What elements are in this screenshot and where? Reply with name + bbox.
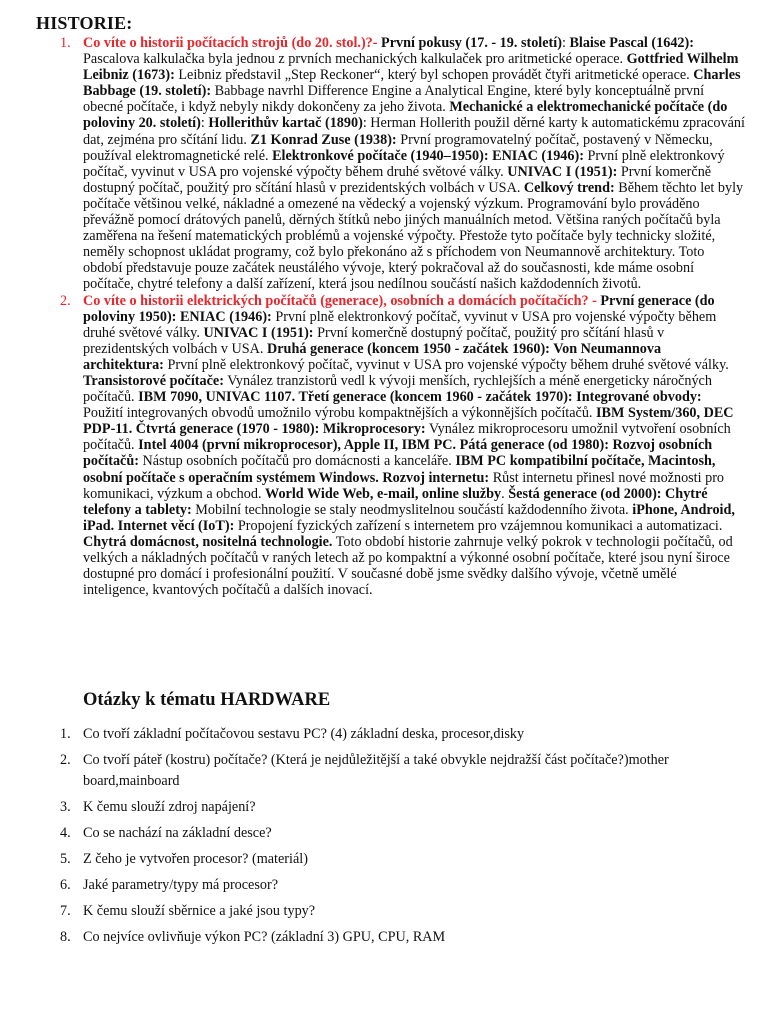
- bold-term: Charles Babbage (19. století):: [83, 67, 741, 100]
- body-text: .: [501, 485, 509, 502]
- question-list: [0, 724, 745, 953]
- question-item: [0, 797, 745, 818]
- question-text: K čemu slouží zdroj napájení?: [83, 799, 256, 815]
- question-text: Z čeho je vytvořen procesor? (materiál): [83, 851, 308, 867]
- body-text: Vynález mikroprocesoru umožnil vytvoření osobních počítačů.: [83, 421, 731, 454]
- body-text: Během těchto let byly počítače většinou velké, nákladné a omezené na vědecký a vojenský výzkum. Programování bylo prováděno převážně pomocí drátových panelů, děrných štítků nebo jiných manuálních metod. Většina raných počítačů byla zaměřena na řešení matematických problémů a vojenské výpočty. Přestože tyto počítače byly technicky složité, neměly schopnost ukládat programy, což bylo překonáno až s příchodem von Neumannově architektury. Toto období představuje pouze začátek neustálého vývoje, který pokračoval až do současnosti, kde máme osobní počítače, chytré telefony a další zařízení, která jsou nedílnou součástí našich každodenních životů.: [83, 179, 744, 293]
- bold-term: UNIVAC I (1951):: [507, 163, 618, 180]
- question-item: [0, 901, 745, 922]
- body-text: Růst internetu přinesl nové možnosti pro komunikaci, výzkum a obchod.: [83, 469, 725, 502]
- body-text: : Herman Hollerith použil děrné karty k automatickému zpracování dat, zejména pro sčítání lidu.: [83, 115, 745, 148]
- question-text: Co tvoří základní počítačovou sestavu PC? (4) základní deska, procesor,disky: [83, 726, 525, 742]
- body-text: Propojení fyzických zařízení s internetem pro vzájemnou komunikaci a automatizaci.: [234, 517, 723, 534]
- body-text: Nástup osobních počítačů pro domácnosti a kanceláře.: [138, 453, 456, 470]
- question-item: [0, 724, 745, 745]
- bold-term: UNIVAC I (1951):: [203, 324, 314, 341]
- body-text: První plně elektronkový počítač, vyvinut v USA pro vojenské výpočty během druhé světové války.: [83, 147, 725, 180]
- bold-term: První generace (do poloviny 1950): ENIAC (1946):: [83, 292, 715, 325]
- question-number: 7.: [60, 903, 71, 919]
- bold-term: Hollerithův kartač (1890): [208, 115, 363, 132]
- bold-term: Mechanické a elektromechanické počítače (do poloviny 20. století): [83, 99, 728, 132]
- list-number: 1.: [60, 35, 71, 51]
- history-list: [0, 35, 745, 598]
- body-text: První programovatelný počítač, postavený v Německu, používal elektromagnetické relé.: [83, 131, 713, 164]
- question-number: 4.: [60, 825, 71, 841]
- question-prompt: Co víte o historii počítacích strojů (do 20. stol.)?-: [83, 35, 382, 51]
- body-text: Použití integrovaných obvodů umožnilo výrobu kompaktnějších a výkonnějších počítačů.: [83, 405, 597, 422]
- bold-term: Blaise Pascal (1642):: [569, 35, 694, 51]
- history-paragraph: [83, 293, 735, 599]
- body-text: :: [200, 115, 209, 132]
- list-number: 2.: [60, 292, 71, 309]
- question-number: 8.: [60, 929, 71, 945]
- body-text: První plně elektronkový počítač, vyvinut v USA pro vojenské výpočty během druhé světové války.: [83, 308, 717, 341]
- bold-term: Elektronkové počítače (1940–1950): ENIAC (1946):: [272, 147, 584, 164]
- bold-term: iPhone, Android, iPad. Internet věcí (IoT):: [83, 501, 735, 534]
- bold-term: Šestá generace (od 2000): Chytré telefony a tablety:: [83, 485, 708, 518]
- body-text: Leibniz představil „Step Reckoner“, který byl schopen provádět čtyři aritmetické operace.: [174, 67, 694, 84]
- bold-term: Z1 Konrad Zuse (1938):: [250, 131, 397, 148]
- question-number: 1.: [60, 726, 71, 742]
- body-text: :: [561, 35, 570, 51]
- history-item: [0, 293, 745, 599]
- bold-term: Chytrá domácnost, nositelná technologie.: [83, 533, 333, 550]
- question-number: 2.: [60, 752, 71, 768]
- bold-term: Druhá generace (koncem 1950 - začátek 1960): Von Neumannova architektura:: [83, 340, 662, 373]
- question-prompt: Co víte o historii elektrických počítačů (generace), osobních a domácích počítačích? -: [83, 292, 601, 309]
- bold-term: První pokusy (17. - 19. století): [381, 35, 562, 51]
- question-number: 6.: [60, 877, 71, 893]
- bold-term: World Wide Web, e-mail, online služby: [265, 485, 502, 502]
- bold-term: IBM PC kompatibilní počítače, Macintosh, osobní počítače s operačním systémem Windows. Rozvoj internetu:: [83, 453, 716, 486]
- body-text: Mobilní technologie se staly neodmyslitelnou součástí každodenního života.: [191, 501, 633, 518]
- history-paragraph: [83, 35, 745, 292]
- bold-term: Intel 4004 (první mikroprocesor), Apple II, IBM PC. Pátá generace (od 1980): Rozvoj osobních počítačů:: [83, 437, 713, 470]
- question-text: Co se nachází na základní desce?: [83, 825, 272, 841]
- bold-term: IBM 7090, UNIVAC 1107. Třetí generace (koncem 1960 - začátek 1970): Integrované obvody:: [138, 389, 702, 406]
- bold-term: Celkový trend:: [523, 179, 615, 196]
- question-item: [0, 823, 745, 844]
- history-item: [0, 35, 745, 293]
- subheading: Otázky k tématu HARDWARE: [83, 690, 331, 710]
- bold-term: Transistorové počítače:: [83, 372, 224, 389]
- bold-term: IBM System/360, DEC PDP-11. Čtvrtá generace (1970 - 1980): Mikroprocesory:: [83, 405, 734, 438]
- question-item: [0, 750, 745, 792]
- body-text: Toto období historie zahrnuje velký pokrok v technologii počítačů, od velkých a nákladných počítačů v raných letech až po kompaktní a výkonné osobní počítače, které jsou nyní široce dostupné pro domácí i profesionální použití. V současné době jsme svědky dalšího vývoje, včetně umělé inteligence, kvantových počítačů a dalších inovací.: [83, 533, 733, 599]
- body-text: První komerčně dostupný počítač, použitý pro sčítání hlasů v prezidentských volbách v USA.: [83, 163, 712, 196]
- question-number: 5.: [60, 851, 71, 867]
- question-text: Jaké parametry/typy má procesor?: [83, 877, 278, 893]
- question-item: [0, 927, 745, 948]
- section-heading: HISTORIE:: [36, 13, 133, 33]
- body-text: Babbage navrhl Difference Engine a Analytical Engine, které byly konceptuálně první obecné počítače, i když nebyly nikdy dokončeny za jeho života.: [83, 83, 705, 116]
- question-item: [0, 875, 745, 896]
- body-text: První komerčně dostupný počítač, použitý pro sčítání hlasů v prezidentských volbách v USA.: [83, 324, 665, 357]
- question-text: Co nejvíce ovlivňuje výkon PC? (základní 3) GPU, CPU, RAM: [83, 929, 446, 945]
- question-text: K čemu slouží sběrnice a jaké jsou typy?: [83, 903, 316, 919]
- body-text: První plně elektronkový počítač, vyvinut v USA pro vojenské výpočty během druhé světové války.: [163, 356, 729, 373]
- body-text: Pascalova kalkulačka byla jednou z prvních mechanických kalkulaček pro aritmetické operace.: [83, 51, 627, 68]
- body-text: Vynález tranzistorů vedl k vývoji menších, rychlejších a méně energeticky náročných počítačů.: [83, 372, 712, 406]
- question-number: 3.: [60, 799, 71, 815]
- question-item: [0, 849, 745, 870]
- bold-term: Gottfried Wilhelm Leibniz (1673):: [83, 51, 739, 84]
- question-text: Co tvoří páteř (kostru) počítače? (Která je nejdůležitější a také obvykle nejdražší část počítače?)mother board,mainboard: [83, 752, 669, 789]
